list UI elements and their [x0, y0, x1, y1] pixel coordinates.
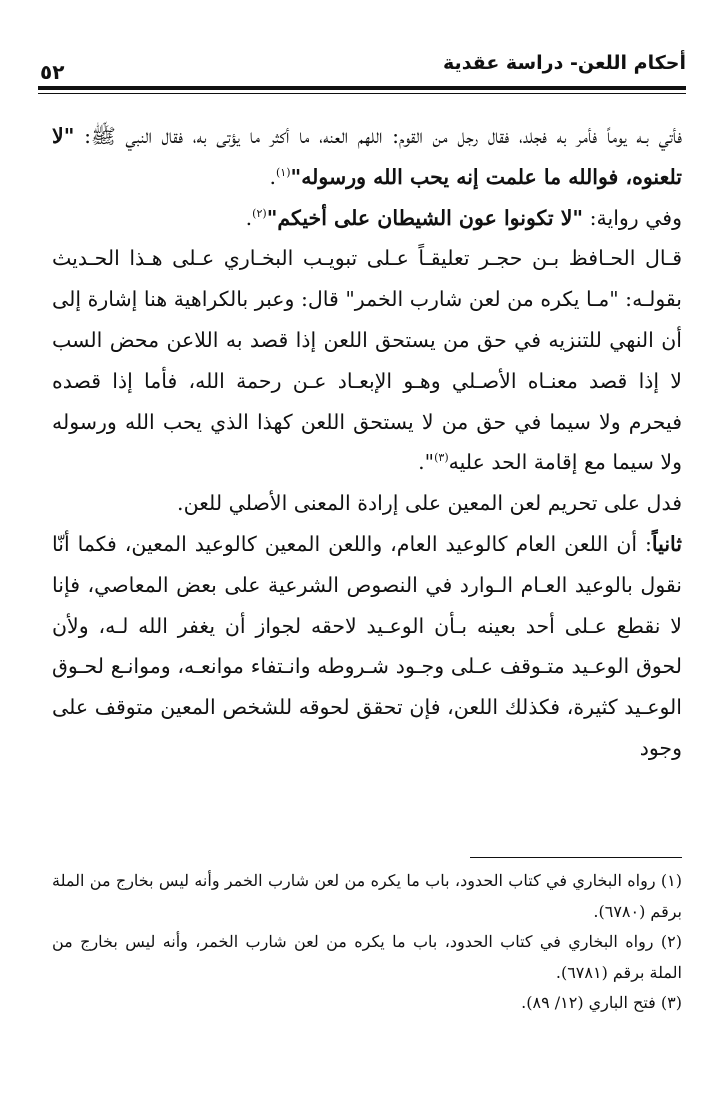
- paragraph-3: [52, 238, 682, 483]
- running-title: أحكام اللعن- دراسة عقدية: [443, 52, 686, 74]
- hadith-quote-2: "لا تكونوا عون الشيطان على أخيكم": [266, 205, 584, 230]
- paragraph-2-text: وفي رواية:: [583, 205, 682, 230]
- paragraph-1-text: فأتي بـه يوماً فأمر به فجلد، فقال رجل من القوم: اللهم العنه، ما أكثر ما يؤتى به، فقال النبي ﷺ:: [74, 124, 682, 148]
- hadith-quote-1: "لا تلعنوه، فوالله ما علمت إنه يحب الله ورسوله": [52, 124, 682, 189]
- footnote-ref-2: (٢): [252, 206, 267, 220]
- header-rule-thin: [38, 93, 686, 94]
- footnote-3: (٣) فتح الباري (١٢/ ٨٩).: [521, 993, 682, 1012]
- paragraph-1: [52, 116, 682, 198]
- footnote-separator: [470, 857, 682, 858]
- paragraph-4: فدل على تحريم لعن المعين على إرادة المعنى الأصلي للعن.: [177, 491, 682, 516]
- footnote-ref-3: (٣): [434, 451, 449, 465]
- paragraph-3-text: قـال الحـافظ بـن حجـر تعليقـاً عـلى تبويـب البخـاري عـلى هـذا الحـديث بقولـه: "مـا يكره من لعن شارب الخمر" قال: وعبر بالكراهية هنا إشارة إلى أن النهي للتنزيه في حق من يستحق اللعن إذا قصد به اللاعن محض السب لا إذا قصد معنـاه الأصـلي وهـو الإبعـاد عـن رحمة الله، فأما إذا قصده فيحرم ولا سيما في حق من لا يستحق اللعن كهذا الذي يحب الله ورسوله ولا سيما مع إقامة الحد عليه: [52, 246, 682, 475]
- running-header: [38, 46, 686, 84]
- footnote-1: (١) رواه البخاري في كتاب الحدود، باب ما يكره من لعن شارب الخمر وأنه ليس بخارج من الملة برقم (٦٧٨٠).: [52, 871, 682, 921]
- paragraph-5: [52, 524, 682, 769]
- footnote-2: (٢) رواه البخاري في كتاب الحدود، باب ما يكره من لعن شارب الخمر، وأنه ليس بخارج من الملة برقم (٦٧٨١).: [52, 932, 682, 982]
- paragraph-2: [52, 198, 682, 239]
- footnote-ref-1: (١): [276, 165, 291, 179]
- footnotes: [52, 866, 682, 1019]
- paragraph-5-text: : أن اللعن العام كالوعيد العام، واللعن المعين كالوعيد المعين، فكما أنّا نقول بالوعيد العـام الـوارد في النصوص الشرعية على بعض المعاصي، فإنا لا نقطع عـلى أحد بعينه بـأن الوعـيد لاحقه لجواز أن يغفر الله لـه، ولأن لحوق الوعـيد متـوقف عـلى وجـود شـروطه وانـتفاء موانعـه، وموانـع لحـوق الوعـيد كثيرة، فكذلك اللعن، فإن تحقق لحوقه للشخص المعين متوقف على وجود: [52, 531, 682, 760]
- page-number: ٥٢: [40, 60, 65, 84]
- paragraph-3-end: ".: [418, 450, 435, 475]
- paragraph-2-end: .: [245, 205, 253, 230]
- main-text: [52, 116, 682, 769]
- paragraph-1-end: .: [269, 164, 276, 189]
- section-marker-secondly: ثانياً: [651, 531, 682, 556]
- header-rule-thick: [38, 86, 686, 90]
